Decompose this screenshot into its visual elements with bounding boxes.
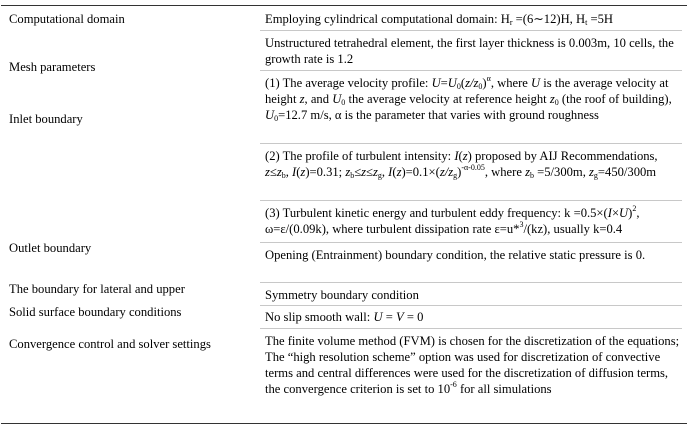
label-outlet-boundary: Outlet boundary: [9, 241, 92, 255]
cell-inlet-turbulent-energy: (3) Turbulent kinetic energy and turbulent eddy frequency: $k =0.5\times(I\times U)^2$, ω=ε/(0.09k), where turbulent dissipation rate ε=u*$^3$/(kz), usually k=0.4: [265, 204, 640, 236]
table-top-rule: [1, 5, 687, 6]
cell-mesh: Unstructured tetrahedral element, the first layer thickness is 0.003m, 10 cells, the growth rate is 1.2: [265, 36, 674, 66]
row-separator: [260, 242, 682, 243]
label-inlet-boundary: Inlet boundary: [9, 112, 83, 126]
cell-domain: Employing cylindrical computational domain: $H_r$ =(6∼12)H, $H_t =5H$: [265, 12, 613, 27]
cell-lateral: Symmetry boundary condition: [265, 288, 419, 302]
cell-inlet-turbulent-intensity: (2) The profile of turbulent intensity: I(z) proposed by AIJ Recommendations, $z\le z_b$, I(z)=0.31; $z_b\le z\le z_g$, $I(z)=0.1\times(z/z_g)^{-\alpha-0.05}$, where $z_b =5/300m$, $z_g=450/300m$: [265, 149, 658, 180]
table-bottom-rule: [1, 423, 687, 424]
row-separator: [260, 30, 682, 31]
row-separator: [260, 328, 682, 329]
cell-inlet-velocity-profile: (1) The average velocity profile: $U=U_0(z/z_0)^\alpha$, where U is the average velocity at height z, and $U_0$ the average velocity at reference height $z_0$ (the roof of building), $U_0=12.7$ m/s, α is the parameter that varies with ground roughness: [265, 74, 672, 123]
row-separator: [260, 70, 682, 71]
cell-convergence: The finite volume method (FVM) is chosen for the discretization of the equations; The “high resolution scheme” option was used for discretization of convective terms and central differences were used for the discretization of diffusion terms, the convergence criterion is set to $10^{-6}$ for all simulations: [265, 334, 680, 396]
label-computational-domain: Computational domain: [9, 12, 125, 26]
cell-outlet: Opening (Entrainment) boundary condition, the relative static pressure is 0.: [265, 248, 646, 262]
row-separator: [260, 200, 682, 201]
label-mesh-parameters: Mesh parameters: [9, 60, 96, 74]
row-separator: [260, 143, 682, 144]
row-separator: [260, 282, 682, 283]
label-convergence: Convergence control and solver settings: [9, 337, 211, 351]
row-separator: [260, 305, 682, 306]
cell-solid-surface: No slip smooth wall: U = V = 0: [265, 310, 424, 324]
label-lateral-upper: The boundary for lateral and upper: [9, 282, 185, 296]
label-solid-surface: Solid surface boundary conditions: [9, 305, 182, 319]
